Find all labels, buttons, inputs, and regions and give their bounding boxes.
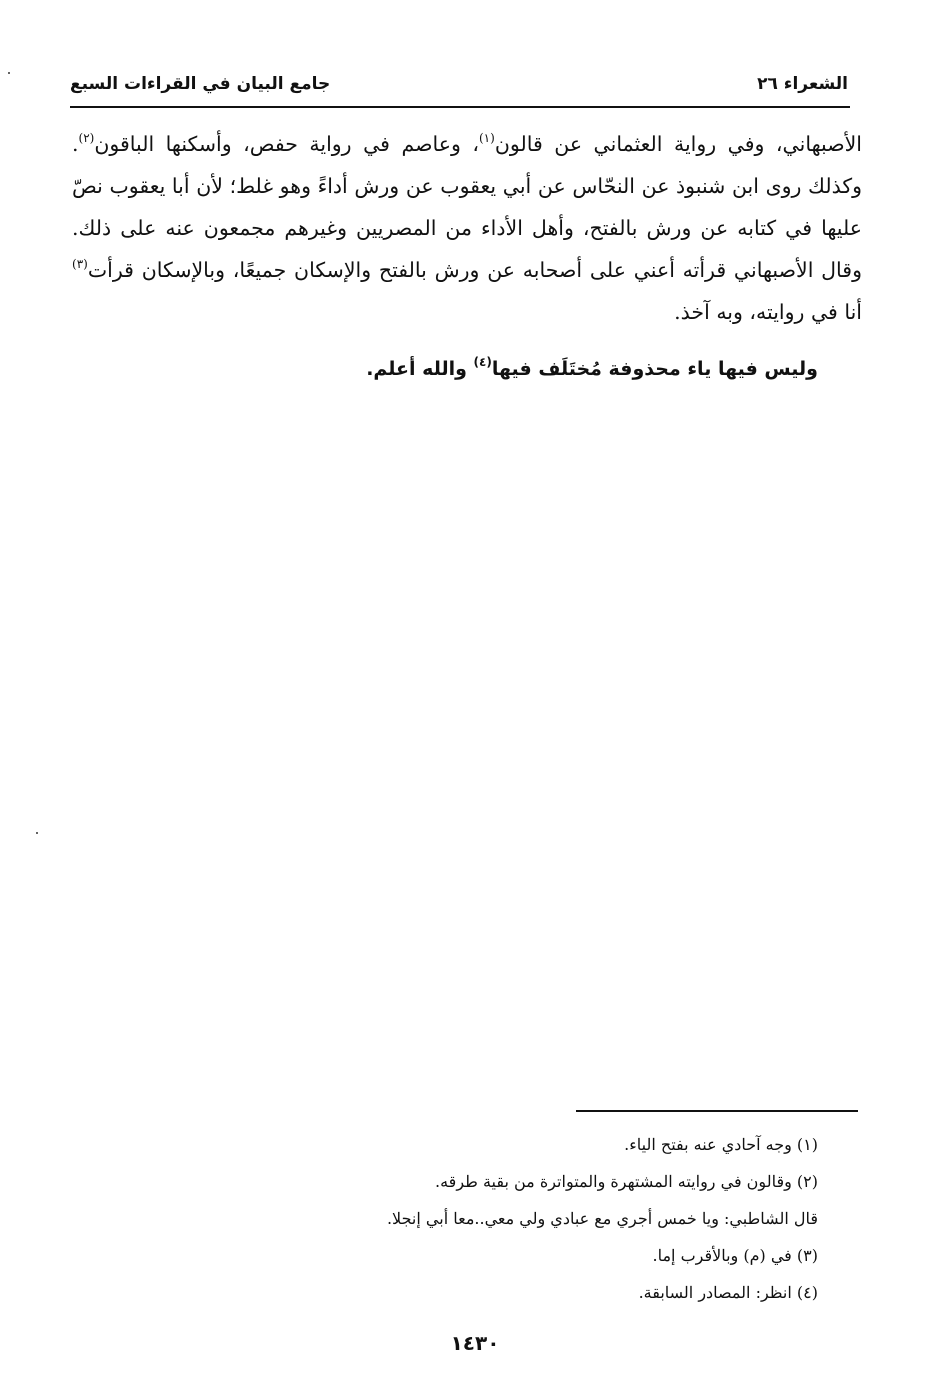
footnote-ref-3[interactable]: (٣) bbox=[72, 257, 88, 271]
text-segment: الأصبهاني، وفي رواية العثماني عن قالون bbox=[494, 132, 862, 156]
surah-label: الشعراء ٢٦ bbox=[757, 74, 848, 94]
footnote-2: (٢) وقالون في روايته المشتهرة والمتواترة من بقية طرقه. bbox=[435, 1172, 818, 1191]
closing-text-end: والله أعلم. bbox=[366, 358, 474, 380]
text-segment: أنا في روايته، وبه آخذ. bbox=[674, 300, 862, 324]
main-paragraph bbox=[72, 123, 862, 333]
footnote-separator bbox=[576, 1110, 858, 1112]
main-text bbox=[72, 123, 862, 333]
closing-text: وليس فيها ياء محذوفة مُختَلَف فيها bbox=[491, 358, 818, 380]
header-rule bbox=[70, 106, 850, 108]
scan-speck bbox=[8, 72, 10, 74]
running-header bbox=[70, 72, 848, 102]
footnote-2-continuation: قال الشاطبي: ويا خمس أجري مع عبادي ولي معي..معا أبي إنجلا. bbox=[386, 1209, 818, 1228]
text-segment: ، وعاصم في رواية حفص، وأسكنها الباقون bbox=[94, 132, 479, 156]
footnote-ref-2[interactable]: (٢) bbox=[78, 131, 95, 145]
footnote-ref-4[interactable]: (٤) bbox=[473, 355, 492, 369]
footnote-3: (٣) في (م) وبالأقرب إما. bbox=[652, 1246, 818, 1265]
footnote-1: (١) وجه آحادي عنه بفتح الياء. bbox=[624, 1135, 818, 1154]
text-segment: . وكذلك روى ابن شنبوذ عن النحّاس عن أبي يعقوب عن ورش أداءً وهو غلط؛ لأن أبا يعقوب نصّ عليها في كتابه عن ورش بالفتح، وأهل الأداء من المصريين وغيرهم مجمعون عنه على ذلك. وقال الأصبهاني قرأته أعني على أصحابه عن ورش بالفتح والإسكان جميعًا، وبالإسكان قرأت bbox=[72, 132, 862, 282]
page-number: ١٤٣٠ bbox=[450, 1331, 500, 1355]
footnote-ref-1[interactable]: (١) bbox=[478, 131, 495, 145]
footnote-4: (٤) انظر: المصادر السابقة. bbox=[638, 1283, 818, 1302]
scan-speck bbox=[36, 832, 38, 834]
footnotes bbox=[250, 1126, 818, 1311]
closing-statement bbox=[366, 352, 818, 386]
book-title: جامع البيان في القراءات السبع bbox=[70, 74, 331, 94]
